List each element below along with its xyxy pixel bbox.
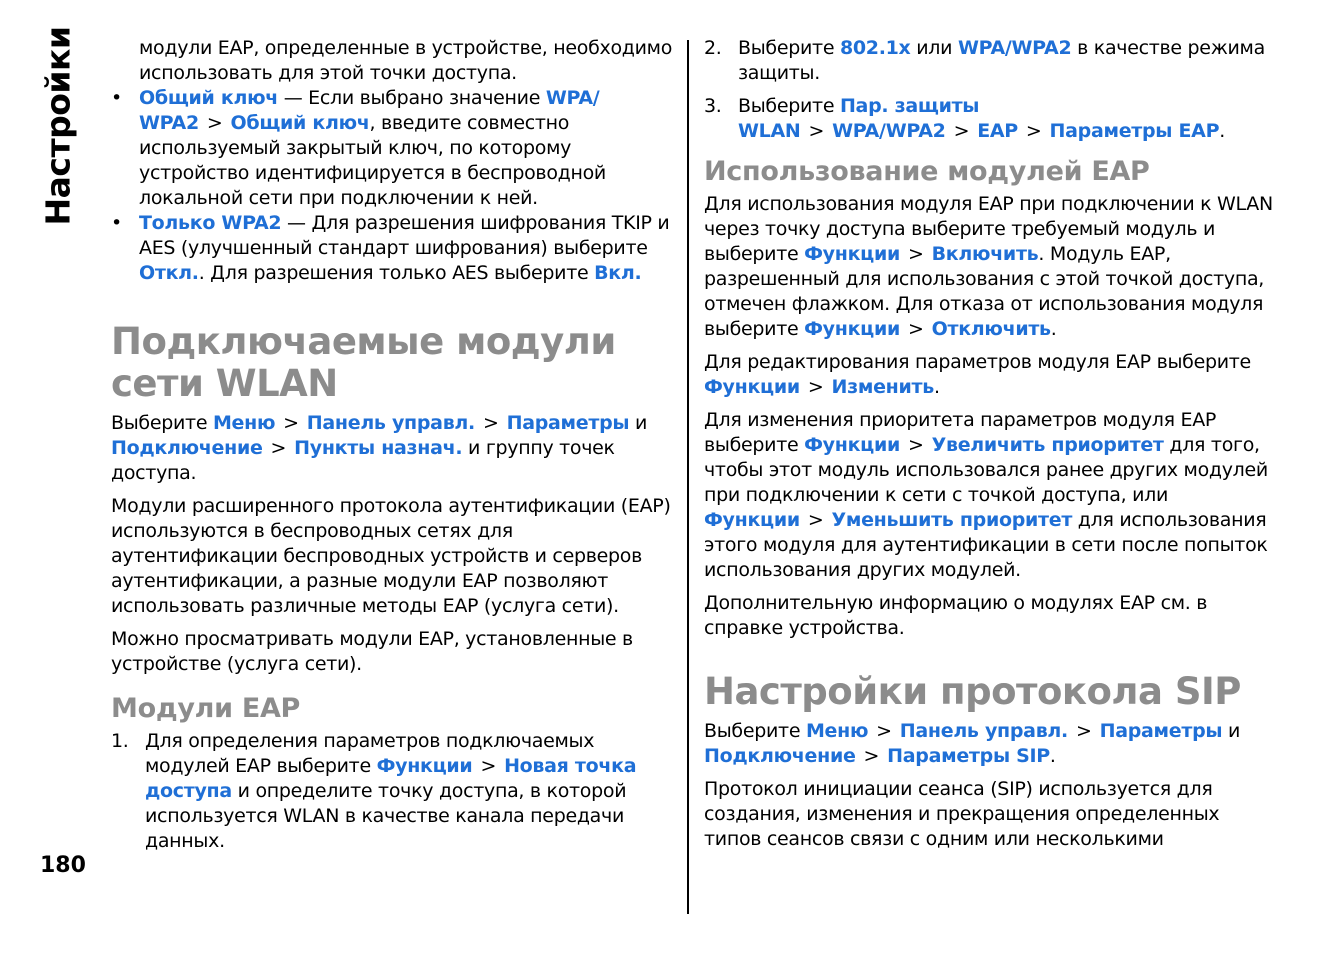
path-separator: > xyxy=(807,376,824,398)
link-eap[interactable]: EAP xyxy=(977,120,1018,142)
paragraph-enable-eap xyxy=(704,192,1282,342)
paragraph-sip-description: Протокол инициации сеанса (SIP) используется для создания, изменения и прекращения определенных типов сеансов связи с одним или несколькими xyxy=(704,778,1220,850)
link-options[interactable]: Функции xyxy=(376,755,473,777)
text: и xyxy=(629,412,648,434)
step-number: 3. xyxy=(704,95,722,117)
link-lower-priority[interactable]: Уменьшить приоритет xyxy=(831,509,1073,531)
link-destinations[interactable]: Пункты назнач. xyxy=(294,437,463,459)
link-eap-settings[interactable]: Параметры EAP xyxy=(1049,120,1220,142)
text: . xyxy=(933,376,940,398)
steps-list xyxy=(111,729,677,854)
text: — Если выбрано значение xyxy=(278,87,546,109)
subheading-eap-modules: Модули EAP xyxy=(111,693,301,724)
link-menu[interactable]: Меню xyxy=(212,412,276,434)
paragraph-more-info: Дополнительную информацию о модулях EAP см. в справке устройства. xyxy=(704,592,1208,639)
text: Для изменения приоритета параметров модуля EAP выберите xyxy=(704,409,1217,456)
section-heading-sip: Настройки протокола SIP xyxy=(704,670,1241,713)
link-wpa-wpa2[interactable]: WPA/WPA2 xyxy=(957,37,1072,59)
path-separator: > xyxy=(953,120,970,142)
paragraph-eap-view: Можно просматривать модули EAP, установленные в устройстве (услуга сети). xyxy=(111,628,633,675)
path-separator: > xyxy=(908,243,924,265)
path-separator: > xyxy=(1025,120,1042,142)
link-control-panel[interactable]: Панель управл. xyxy=(899,720,1068,742)
text: . Модуль EAP, разрешенный для использования с этой точкой доступа, отмечен флажком. Для отказа от использования модуля выберите xyxy=(704,243,1265,340)
column-divider xyxy=(687,40,689,914)
link-enable[interactable]: Включить xyxy=(931,243,1039,265)
link-shared-key-2[interactable]: Общий ключ xyxy=(230,112,370,134)
step-item-1 xyxy=(111,729,677,854)
step-item-2 xyxy=(704,36,1282,86)
link-wpa2-only[interactable]: Только WPA2 xyxy=(139,212,282,234)
path-separator: > xyxy=(807,509,824,531)
option-list xyxy=(111,86,677,286)
text: или xyxy=(910,37,958,59)
link-wlan-security[interactable]: Пар. защиты WLAN xyxy=(738,95,980,142)
link-wpa-wpa2[interactable]: WPA/ WPA2 xyxy=(139,87,600,134)
path-separator: > xyxy=(206,112,223,134)
paragraph-edit-eap xyxy=(704,350,1282,400)
text: Для редактирования параметров модуля EAP выберите xyxy=(704,351,1251,373)
path-separator: > xyxy=(876,720,892,742)
paragraph-eap-description: Модули расширенного протокола аутентификации (EAP) используются в беспроводных сетях для аутентификации беспроводных устройств и серверов аутентификации, а разные модули EAP позволяют использовать различные методы EAP (услуга сети). xyxy=(111,495,671,617)
link-shared-key[interactable]: Общий ключ xyxy=(139,87,278,109)
paragraph-sip-navigation xyxy=(704,719,1282,769)
paragraph-navigation xyxy=(111,411,677,486)
steps-list-continued xyxy=(704,36,1282,144)
step-number: 2. xyxy=(704,37,722,59)
left-column xyxy=(111,36,677,862)
right-column xyxy=(704,36,1282,860)
text: и группу точек доступа. xyxy=(111,437,615,484)
page-number: 180 xyxy=(40,853,86,878)
link-raise-priority[interactable]: Увеличить приоритет xyxy=(931,434,1164,456)
path-separator: > xyxy=(808,120,825,142)
link-settings[interactable]: Параметры xyxy=(506,412,630,434)
text: Выберите xyxy=(704,720,806,742)
text: . xyxy=(1049,745,1056,767)
path-separator: > xyxy=(908,434,924,456)
text: . xyxy=(1219,120,1225,142)
link-control-panel[interactable]: Панель управл. xyxy=(306,412,475,434)
link-connection[interactable]: Подключение xyxy=(704,745,856,767)
link-options-2[interactable]: Функции xyxy=(704,509,800,531)
link-options-2[interactable]: Функции xyxy=(804,318,900,340)
text: — Для разрешения шифрования TKIP и AES (улучшенный стандарт шифрования) выберите xyxy=(139,212,670,259)
text: в качестве режима защиты. xyxy=(738,37,1265,84)
text: и определите точку доступа, в которой используется WLAN в качестве канала передачи данных. xyxy=(145,780,627,852)
text: для использования этого модуля для аутентификации в сети после попыток использования других модулей. xyxy=(704,509,1268,581)
section-side-title xyxy=(30,26,86,226)
link-edit[interactable]: Изменить xyxy=(831,376,934,398)
section-side-title-text: Настройки xyxy=(38,26,78,226)
link-new-access-point[interactable]: Новая точка доступа xyxy=(145,755,637,802)
link-sip-settings[interactable]: Параметры SIP xyxy=(887,745,1050,767)
step-number: 1. xyxy=(111,730,129,752)
link-options[interactable]: Функции xyxy=(704,376,800,398)
step-item-3 xyxy=(704,94,1282,144)
path-separator: > xyxy=(270,437,287,459)
path-separator: > xyxy=(283,412,299,434)
text: Выберите xyxy=(738,37,840,59)
text: и xyxy=(1222,720,1241,742)
link-off[interactable]: Откл. xyxy=(139,262,199,284)
link-on[interactable]: Вкл. xyxy=(594,262,642,284)
link-options[interactable]: Функции xyxy=(804,243,900,265)
link-8021x[interactable]: 802.1x xyxy=(839,37,911,59)
path-separator: > xyxy=(480,755,497,777)
link-connection[interactable]: Подключение xyxy=(111,437,263,459)
text: для того, чтобы этот модуль использовался ранее других модулей при подключении к сети с точкой доступа, или xyxy=(704,434,1268,506)
link-settings[interactable]: Параметры xyxy=(1099,720,1223,742)
text: . Для разрешения только AES выберите xyxy=(198,262,595,284)
path-separator: > xyxy=(482,412,499,434)
section-heading-wlan-modules: Подключаемые модули сети WLAN xyxy=(111,320,616,405)
link-disable[interactable]: Отключить xyxy=(931,318,1051,340)
text: Выберите xyxy=(111,412,213,434)
text: , введите совместно используемый закрытый ключ, по которому устройство идентифицируется в беспроводной локальной сети при подключении к ней. xyxy=(139,112,606,209)
path-separator: > xyxy=(863,745,880,767)
link-options[interactable]: Функции xyxy=(804,434,900,456)
text: . xyxy=(1050,318,1057,340)
link-menu[interactable]: Меню xyxy=(805,720,869,742)
text: Выберите xyxy=(738,95,840,117)
link-wpa-wpa2-2[interactable]: WPA/WPA2 xyxy=(832,120,946,142)
text: Для определения параметров подключаемых модулей EAP выберите xyxy=(145,730,595,777)
list-item-shared-key xyxy=(111,86,677,211)
subheading-using-eap: Использование модулей EAP xyxy=(704,156,1150,187)
intro-continuation: модули EAP, определенные в устройстве, необходимо использовать для этой точки доступа. xyxy=(139,37,673,84)
path-separator: > xyxy=(1075,720,1092,742)
list-item-wpa2-only xyxy=(111,211,677,286)
path-separator: > xyxy=(908,318,924,340)
text: Для использования модуля EAP при подключении к WLAN через точку доступа выберите требуемый модуль и выберите xyxy=(704,193,1273,265)
paragraph-priority-eap xyxy=(704,408,1282,583)
